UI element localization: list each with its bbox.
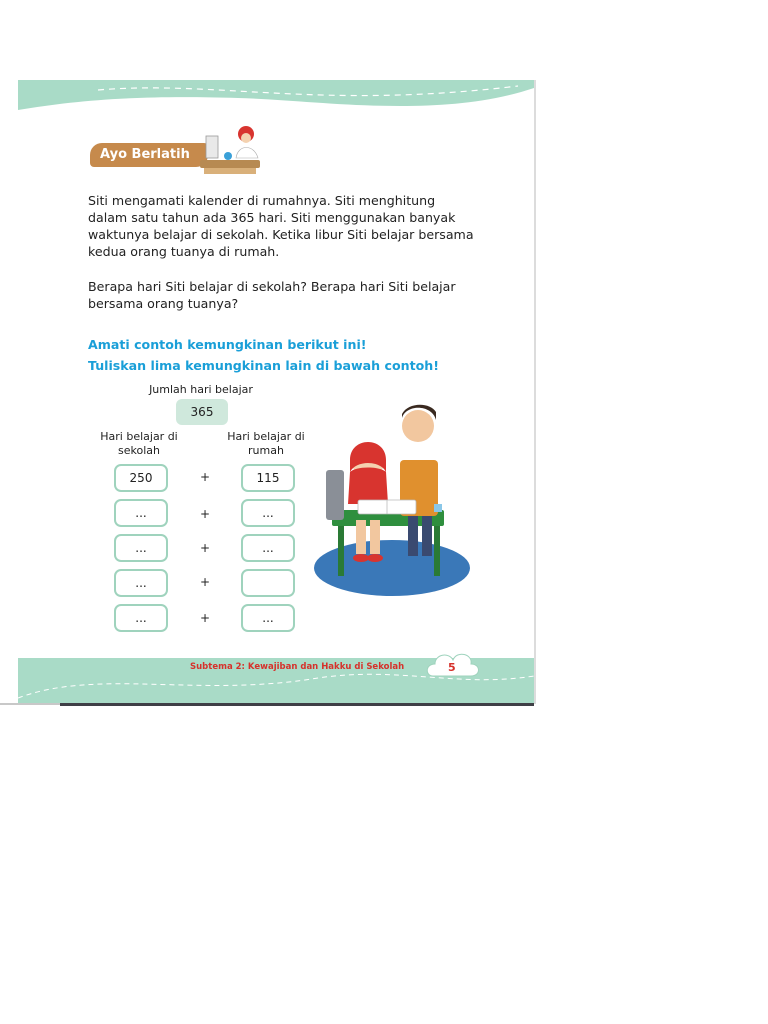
school-days-label: Hari belajar di sekolah	[100, 430, 178, 457]
total-label: Jumlah hari belajar	[149, 383, 253, 396]
top-wave-decoration	[18, 80, 534, 140]
story-paragraph-1: Siti mengamati kalender di rumahnya. Siti menghitung dalam satu tahun ada 365 hari. Siti menggunakan banyak waktunya belajar di sekolah. Ketika libur Siti belajar bersama kedua orang tuanya di rumah.	[88, 193, 474, 259]
home-days-box-5[interactable]: ...	[241, 604, 295, 632]
father-daughter-study-illustration	[302, 400, 482, 600]
plus-sign: +	[200, 470, 211, 484]
instruction-observe: Amati contoh kemungkinan berikut ini!	[88, 337, 367, 352]
instruction-write: Tuliskan lima kemungkinan lain di bawah contoh!	[88, 358, 439, 373]
school-days-box-3[interactable]: ...	[114, 534, 168, 562]
school-days-box-4[interactable]: ...	[114, 569, 168, 597]
home-days-box-3[interactable]: ...	[241, 534, 295, 562]
school-days-box-1: 250	[114, 464, 168, 492]
home-days-label: Hari belajar di rumah	[227, 430, 305, 457]
bottom-rule-left	[0, 703, 60, 705]
plus-sign: +	[200, 507, 211, 521]
school-days-box-5[interactable]: ...	[114, 604, 168, 632]
page-number: 5	[448, 661, 456, 674]
studying-girl-icon	[198, 122, 268, 180]
textbook-page	[18, 80, 534, 704]
total-value-box: 365	[176, 399, 228, 425]
plus-sign: +	[200, 611, 211, 625]
home-days-box-1: 115	[241, 464, 295, 492]
plus-sign: +	[200, 541, 211, 555]
school-days-box-2[interactable]: ...	[114, 499, 168, 527]
home-days-box-2[interactable]: ...	[241, 499, 295, 527]
story-paragraph-2: Berapa hari Siti belajar di sekolah? Berapa hari Siti belajar bersama orang tuanya?	[88, 279, 456, 311]
home-days-box-4[interactable]	[241, 569, 295, 597]
section-badge: Ayo Berlatih	[90, 143, 208, 167]
plus-sign: +	[200, 575, 211, 589]
page-edge	[534, 80, 536, 704]
footer-subtheme: Subtema 2: Kewajiban dan Hakku di Sekolah	[190, 662, 405, 672]
bottom-rule	[60, 703, 534, 706]
